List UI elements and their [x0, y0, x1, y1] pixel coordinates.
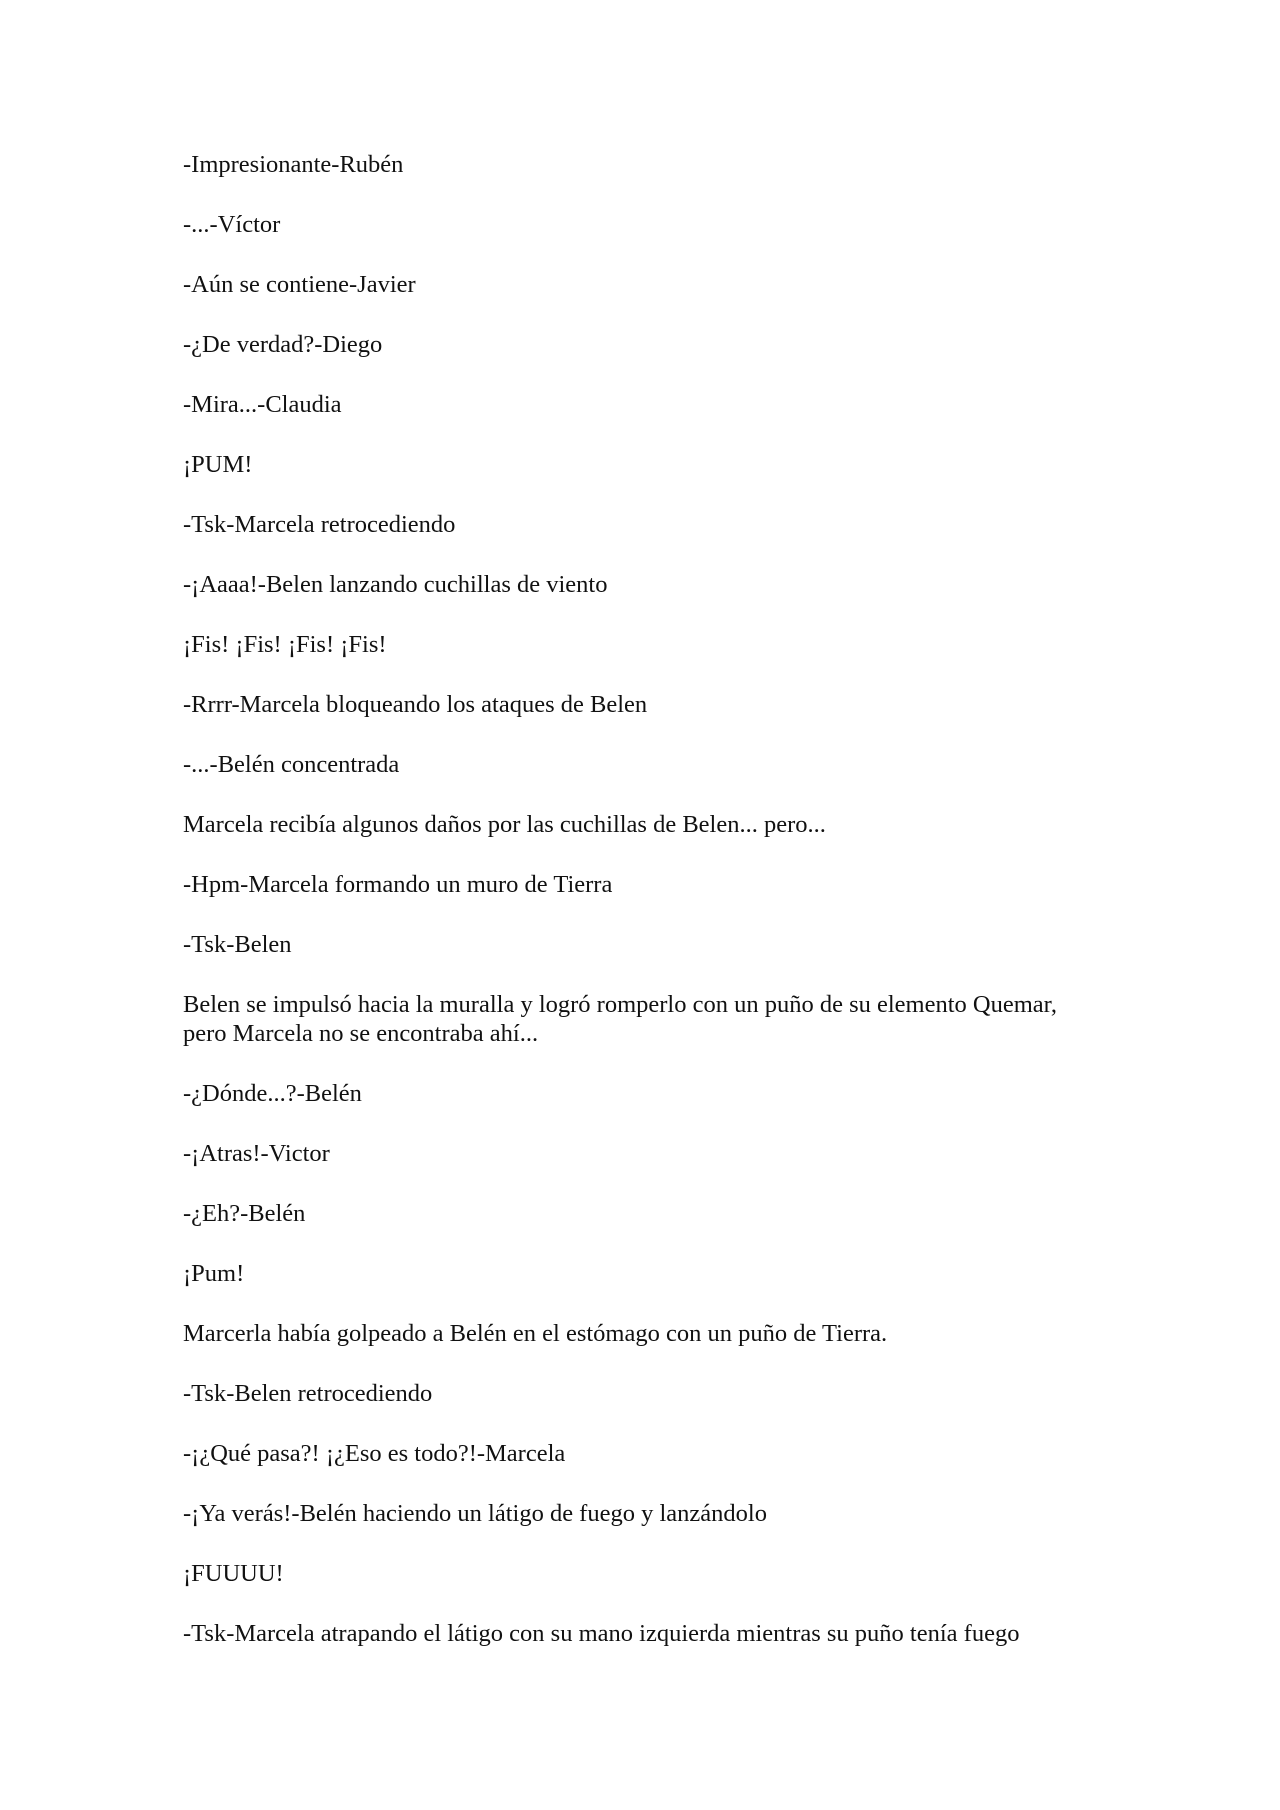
dialogue-line: -¡Ya verás!-Belén haciendo un látigo de fuego y lanzándolo	[183, 1500, 767, 1527]
dialogue-line: -Mira...-Claudia	[183, 391, 342, 418]
dialogue-line: -Tsk-Marcela retrocediendo	[183, 511, 456, 538]
narration-paragraph: Belen se impulsó hacia la muralla y logró romperlo con un puño de su elemento Quemar, pero Marcela no se encontraba ahí...	[183, 991, 1057, 1047]
dialogue-line: -Tsk-Belen retrocediendo	[183, 1380, 433, 1407]
dialogue-line: -Tsk-Belen	[183, 931, 292, 958]
dialogue-line: -¿De verdad?-Diego	[183, 331, 383, 358]
dialogue-line: -Tsk-Marcela atrapando el látigo con su mano izquierda mientras su puño tenía fuego	[183, 1620, 1020, 1647]
narration-paragraph: Marcerla había golpeado a Belén en el estómago con un puño de Tierra.	[183, 1320, 888, 1347]
dialogue-line: -¿Eh?-Belén	[183, 1200, 306, 1227]
dialogue-line: -...-Belén concentrada	[183, 751, 400, 778]
dialogue-line: -...-Víctor	[183, 211, 281, 238]
dialogue-line: -¡Atras!-Victor	[183, 1140, 330, 1167]
dialogue-line: -¡Aaaa!-Belen lanzando cuchillas de viento	[183, 571, 608, 598]
dialogue-line: -Rrrr-Marcela bloqueando los ataques de Belen	[183, 691, 648, 718]
dialogue-line: -Hpm-Marcela formando un muro de Tierra	[183, 871, 613, 898]
sound-effect: ¡Pum!	[183, 1260, 245, 1287]
narration-paragraph: Marcela recibía algunos daños por las cuchillas de Belen... pero...	[183, 811, 826, 838]
dialogue-line: -Aún se contiene-Javier	[183, 271, 416, 298]
sound-effect: ¡Fis! ¡Fis! ¡Fis! ¡Fis!	[183, 631, 387, 658]
dialogue-line: -Impresionante-Rubén	[183, 151, 404, 178]
document-body	[183, 150, 1103, 1679]
dialogue-line: -¿Dónde...?-Belén	[183, 1080, 362, 1107]
sound-effect: ¡PUM!	[183, 451, 253, 478]
sound-effect: ¡FUUUU!	[183, 1560, 284, 1587]
dialogue-line: -¡¿Qué pasa?! ¡¿Eso es todo?!-Marcela	[183, 1440, 566, 1467]
